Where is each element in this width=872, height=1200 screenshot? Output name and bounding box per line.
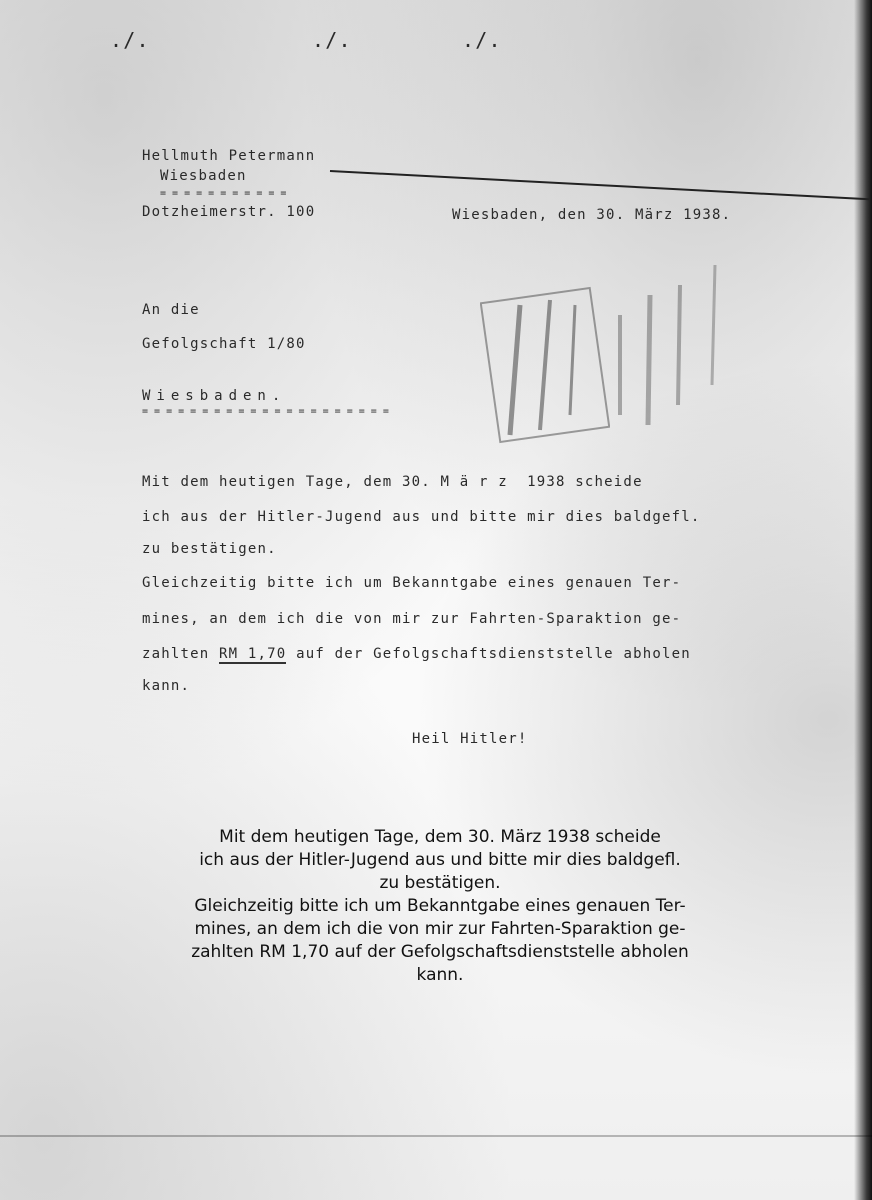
top-mark-1: ./. bbox=[110, 28, 150, 52]
paper-fold-line bbox=[330, 170, 869, 200]
archive-stamp-left bbox=[480, 285, 610, 445]
body-line-4: Gleichzeitig bitte ich um Bekanntgabe eines genauen Ter- bbox=[142, 575, 682, 591]
body-line-5: mines, an dem ich die von mir zur Fahrten-Sparaktion ge- bbox=[142, 611, 682, 627]
transcript-block bbox=[120, 826, 760, 987]
body-line-6-post: auf der Gefolgschaftsdienststelle abholen bbox=[286, 646, 691, 662]
date-line: Wiesbaden, den 30. März 1938. bbox=[452, 207, 732, 223]
body-line-7: kann. bbox=[142, 678, 191, 694]
body-line-6-pre: zahlten bbox=[142, 646, 220, 662]
body-line-1: Mit dem heutigen Tage, dem 30. M ä r z 1938 scheide bbox=[142, 474, 643, 490]
archive-stamp-right bbox=[600, 255, 750, 435]
transcript-line-2: ich aus der Hitler-Jugend aus und bitte mir dies baldgefl. bbox=[199, 850, 681, 870]
sender-street: Dotzheimerstr. 100 bbox=[142, 204, 316, 220]
recipient-line-1: An die bbox=[142, 302, 200, 318]
recipient-line-3: Wiesbaden. bbox=[142, 388, 287, 404]
transcript-line-1: Mit dem heutigen Tage, dem 30. März 1938 scheide bbox=[219, 827, 661, 847]
transcript-line-5: mines, an dem ich die von mir zur Fahrten-Sparaktion ge- bbox=[194, 919, 686, 939]
body-line-2: ich aus der Hitler-Jugend aus und bitte mir dies baldgefl. bbox=[142, 509, 701, 525]
transcript-line-4: Gleichzeitig bitte ich um Bekanntgabe eines genauen Ter- bbox=[194, 896, 686, 916]
transcript-line-7: kann. bbox=[416, 965, 464, 985]
transcript-line-6: zahlten RM 1,70 auf der Gefolgschaftsdienststelle abholen bbox=[191, 942, 689, 962]
recipient-rule: = = = = = = = = = = = = = = = = = = = = = bbox=[142, 406, 389, 417]
top-mark-3: ./. bbox=[462, 28, 502, 52]
recipient-line-2: Gefolgschaft 1/80 bbox=[142, 336, 306, 352]
paper-shadow-edge bbox=[854, 0, 872, 1200]
top-mark-2: ./. bbox=[312, 28, 352, 52]
body-line-3: zu bestätigen. bbox=[142, 541, 277, 557]
paper-bottom-edge bbox=[0, 1135, 872, 1137]
sender-city-rule: = = = = = = = = = = = bbox=[160, 188, 287, 199]
amount-underlined: RM 1,70 bbox=[219, 646, 287, 662]
sender-city: Wiesbaden bbox=[160, 168, 247, 184]
body-line-6 bbox=[142, 646, 691, 662]
sender-name: Hellmuth Petermann bbox=[142, 148, 316, 164]
closing-salutation: Heil Hitler! bbox=[412, 731, 528, 747]
transcript-line-3: zu bestätigen. bbox=[379, 873, 501, 893]
